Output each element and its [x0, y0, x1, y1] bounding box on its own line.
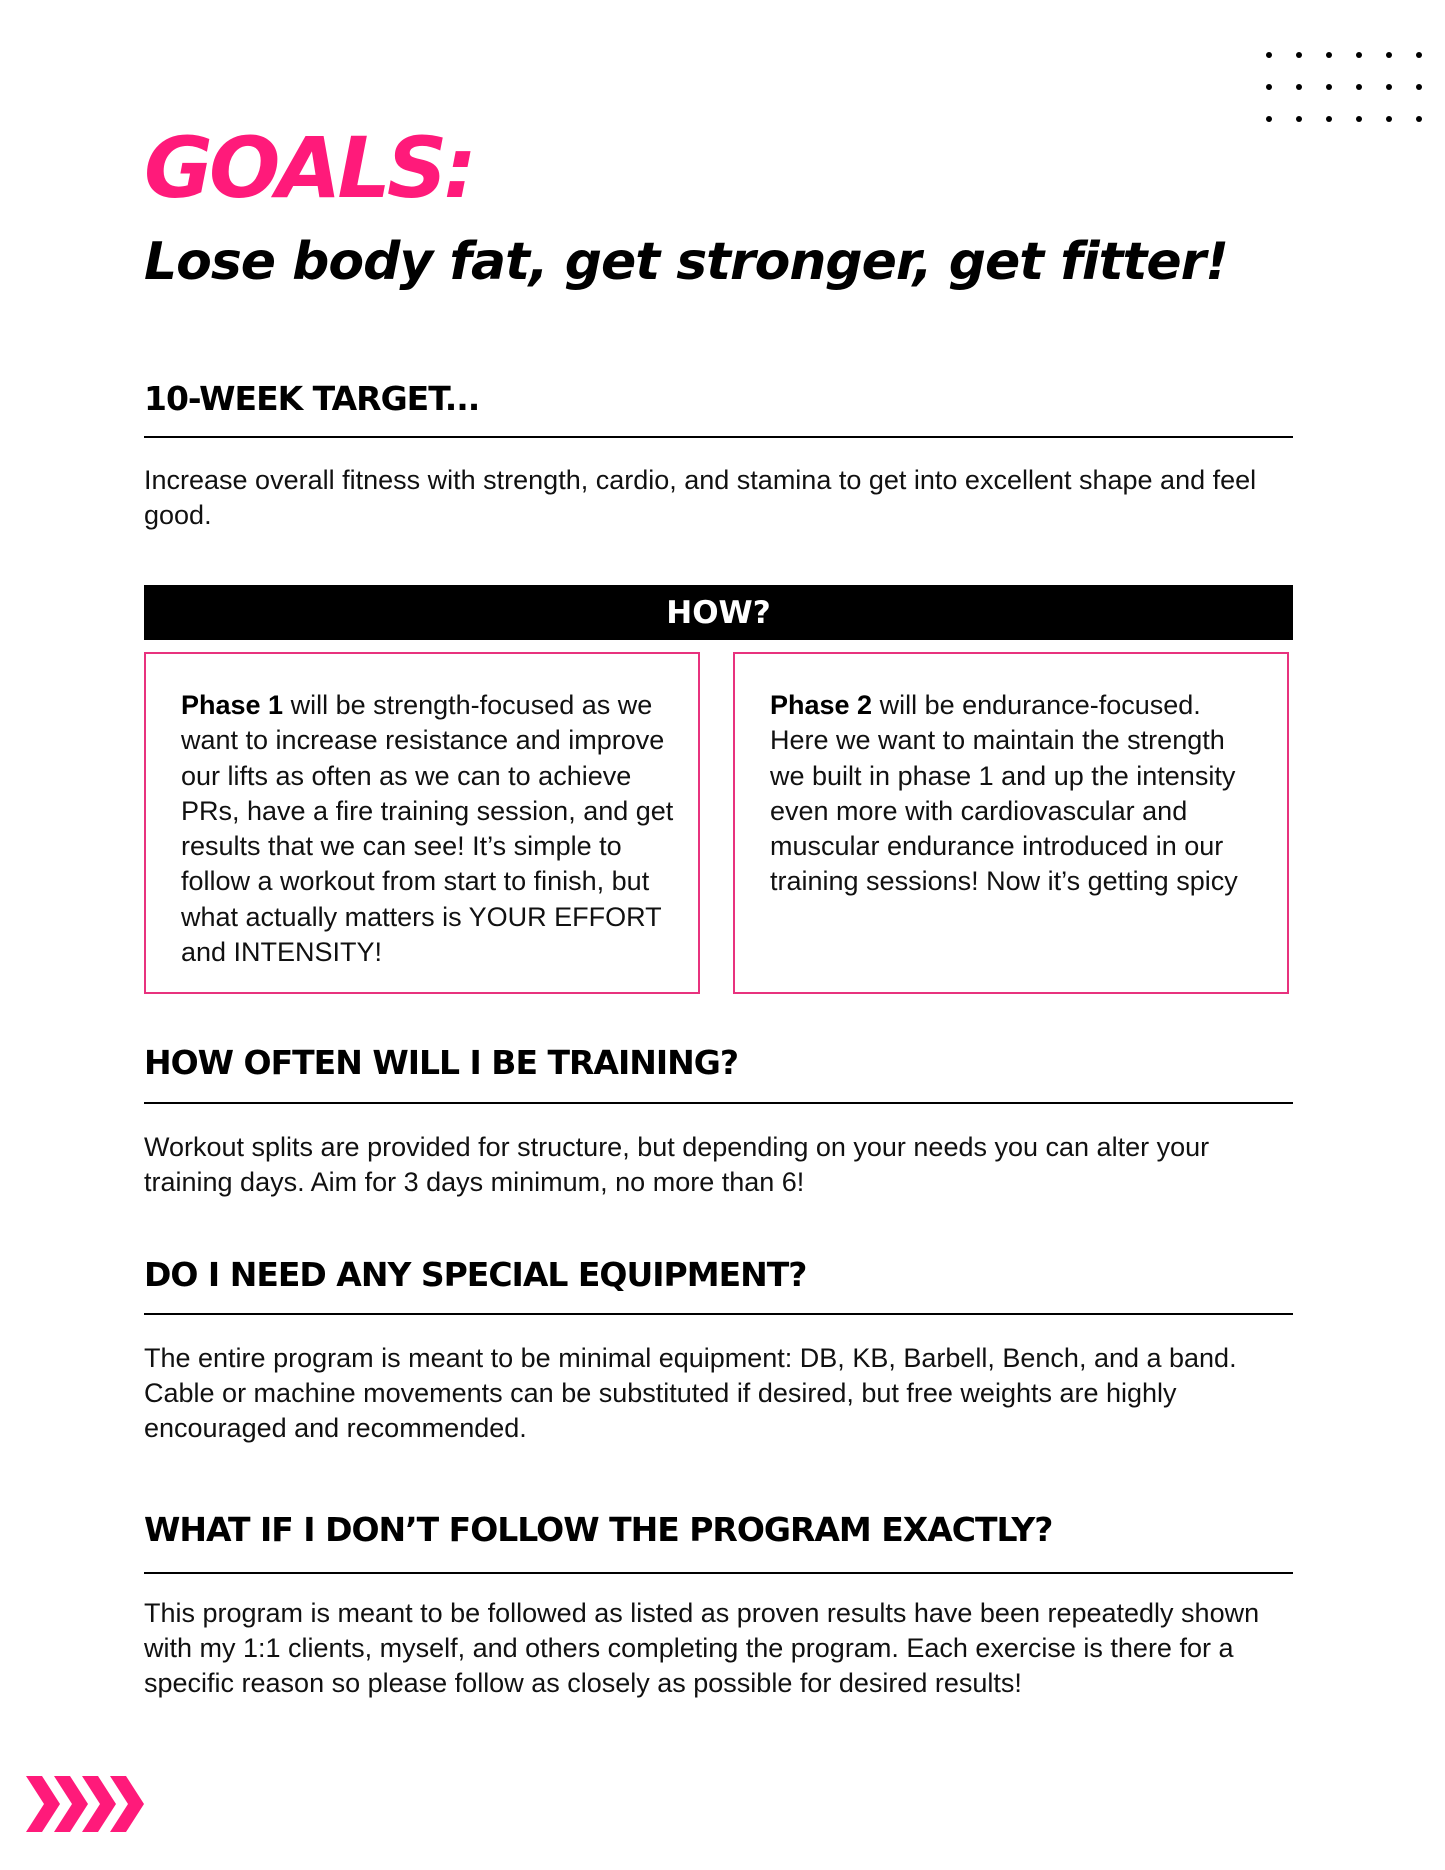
phase-1-text: [181, 688, 674, 970]
phase-1-description: will be strength-focused as we want to increase resistance and improve our lifts as often as we can to achieve PRs, have a fire training session, and get results that we can see! It’s simple to follow a workout from start to finish, but what actually matters is YOUR EFFORT and INTENSITY!: [181, 690, 674, 968]
phase-2-box: [733, 652, 1289, 994]
phase-1-label: Phase 1: [181, 690, 284, 720]
page-title: GOALS:: [144, 119, 473, 217]
exactly-heading: WHAT IF I DON’T FOLLOW THE PROGRAM EXACTLY?: [144, 1510, 1053, 1549]
chevrons-right-icon: [26, 1774, 166, 1834]
exactly-divider: [144, 1572, 1293, 1574]
phase-1-box: [144, 652, 700, 994]
equipment-divider: [144, 1313, 1293, 1315]
target-heading: 10-WEEK TARGET...: [144, 379, 480, 418]
how-heading: HOW?: [666, 594, 771, 631]
training-text: Workout splits are provided for structure, but depending on your needs you can alter your training days. Aim for 3 days minimum, no more than 6!: [144, 1132, 1210, 1197]
equipment-text: The entire program is meant to be minimal equipment: DB, KB, Barbell, Bench, and a band. Cable or machine movements can be substituted if desired, but free weights are highly encouraged and recommended.: [144, 1343, 1237, 1443]
phase-2-label: Phase 2: [770, 690, 873, 720]
phase-2-text: [770, 688, 1263, 900]
phase-2-description: will be endurance-focused. Here we want to maintain the strength we built in phase 1 and up the intensity even more with cardiovascular and muscular endurance introduced in our training sessions! Now it’s getting spicy: [770, 690, 1238, 897]
training-divider: [144, 1102, 1293, 1104]
dot-grid-icon: [1266, 52, 1438, 132]
target-text: Increase overall fitness with strength, cardio, and stamina to get into excellent shape and feel good.: [144, 465, 1257, 530]
how-banner: [144, 585, 1293, 640]
target-divider: [144, 436, 1293, 438]
training-heading: HOW OFTEN WILL I BE TRAINING?: [144, 1043, 738, 1082]
equipment-heading: DO I NEED ANY SPECIAL EQUIPMENT?: [144, 1255, 807, 1294]
page-subtitle: Lose body fat, get stronger, get fitter!: [144, 232, 1229, 292]
exactly-text: This program is meant to be followed as listed as proven results have been repeatedly shown with my 1:1 clients, myself, and others completing the program. Each exercise is there for a specific reason so please follow as closely as possible for desired results!: [144, 1598, 1260, 1698]
